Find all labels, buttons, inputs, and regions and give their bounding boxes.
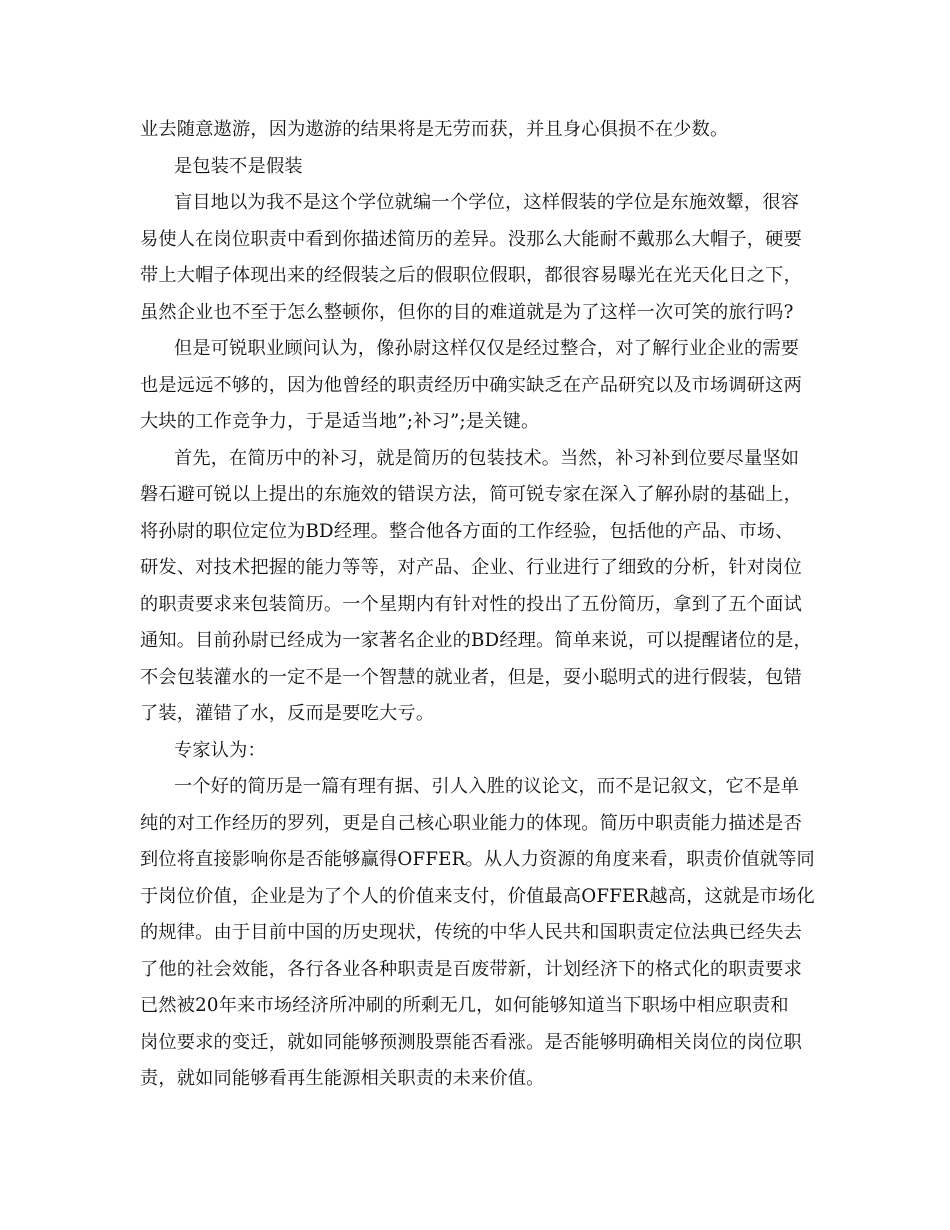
- section-heading: 是包装不是假装: [174, 155, 303, 177]
- text-line: 于岗位价值，企业是为了个人的价值来支付，价值最高OFFER越高，这就是市场化: [140, 885, 815, 907]
- text-line: 业去随意遨游，因为遨游的结果将是无劳而获，并且身心俱损不在少数。: [140, 119, 729, 140]
- text-line: 通知。目前孙尉已经成为一家著名企业的BD经理。简单来说，可以提醒诸位的是，: [140, 630, 812, 651]
- text-line: 盲目地以为我不是这个学位就编一个学位，这样假装的学位是东施效颦，很容: [174, 192, 800, 213]
- text-line: 研发、对技术把握的能力等等，对产品、企业、行业进行了细致的分析，针对岗位: [140, 557, 802, 578]
- text-line: 岗位要求的变迁，就如同能够预测股票能否看涨。是否能够明确相关岗位的岗位职: [140, 1031, 802, 1053]
- text-line: 责，就如同能够看再生能源相关职责的未来价值。: [140, 1068, 545, 1089]
- text-line: 一个好的简历是一篇有理有据、引人入胜的议论文，而不是记叙文，它不是单: [174, 776, 800, 797]
- text-line: 也是远远不够的，因为他曾经的职责经历中确实缺乏在产品研究以及市场调研这两: [140, 374, 802, 396]
- text-line: 磐石避可锐以上提出的东施效的错误方法，简可锐专家在深入了解孙尉的基础上，: [140, 484, 802, 505]
- text-line: 的职责要求来包装简历。一个星期内有针对性的投出了五份简历，拿到了五个面试: [140, 593, 802, 615]
- text-line: 到位将直接影响你是否能够赢得OFFER。从人力资源的角度来看，职责价值就等同: [140, 849, 815, 870]
- text-line: 了装，灌错了水，反而是要吃大亏。: [140, 703, 435, 724]
- text-line: 虽然企业也不至于怎么整顿你，但你的目的难道就是为了这样一次可笑的旅行吗?: [140, 301, 794, 323]
- text-line: 的规律。由于目前中国的历史现状，传统的中华人民共和国职责定位法典已经失去: [140, 922, 802, 943]
- text-line: 已然被20年来市场经济所冲刷的所剩无几，如何能够知道当下职场中相应职责和: [140, 995, 789, 1016]
- text-line: 首先，在简历中的补习，就是简历的包装技术。当然，补习补到位要尽量坚如: [174, 447, 800, 469]
- text-line: 易使人在岗位职责中看到你描述简历的差异。没那么大能耐不戴那么大帽子，硬要: [140, 228, 802, 250]
- text-line: 带上大帽子体现出来的经假装之后的假职位假职，都很容易曝光在光天化日之下，: [140, 265, 802, 286]
- document-page: [140, 112, 820, 1098]
- text-line: 不会包装灌水的一定不是一个智慧的就业者，但是，耍小聪明式的进行假装，包错: [140, 666, 802, 688]
- text-line: 但是可锐职业顾问认为，像孙尉这样仅仅是经过整合，对了解行业企业的需要: [174, 338, 800, 359]
- text-line: 大块的工作竞争力，于是适当地”;补习”;是关键。: [140, 411, 540, 432]
- text-line: 将孙尉的职位定位为BD经理。整合他各方面的工作经验，包括他的产品、市场、: [140, 520, 794, 542]
- text-line: 了他的社会效能，各行各业各种职责是百废带新，计划经济下的格式化的职责要求: [140, 958, 802, 980]
- text-line: 纯的对工作经历的罗列，更是自己核心职业能力的体现。简历中职责能力描述是否: [140, 812, 802, 834]
- section-heading: 专家认为：: [174, 739, 266, 761]
